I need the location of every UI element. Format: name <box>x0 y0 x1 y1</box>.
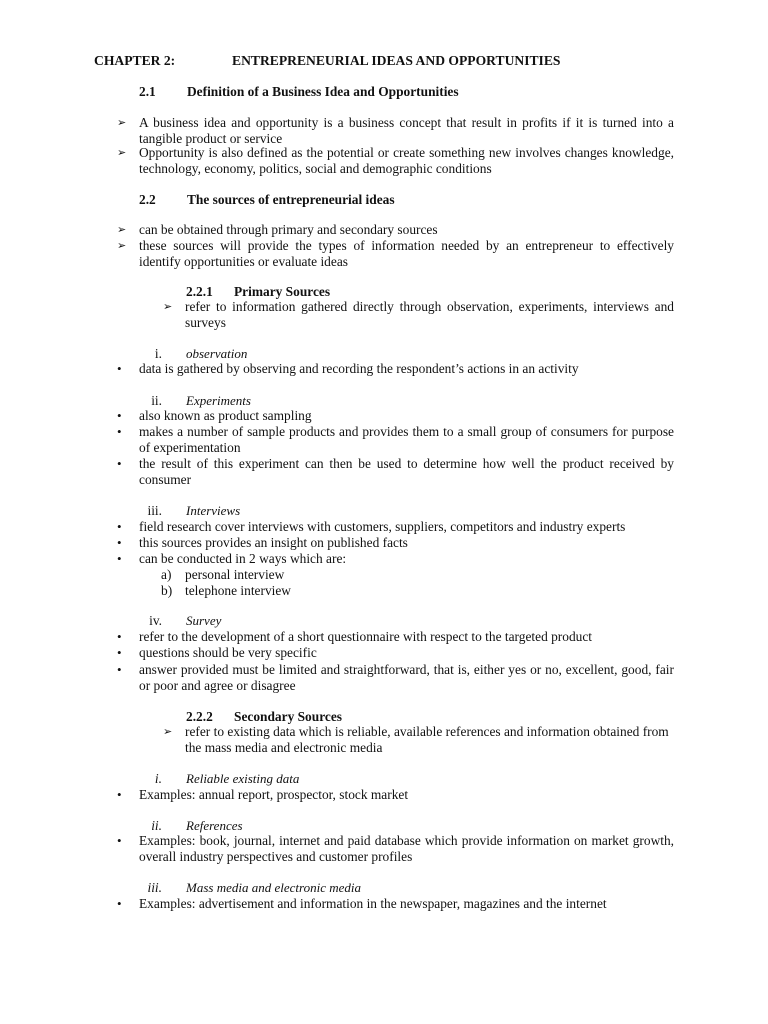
bullet-icon: • <box>117 535 122 550</box>
arrow-bullet-icon: ➢ <box>117 146 127 159</box>
list-item-text: data is gathered by observing and recording the respondent’s actions in an activity <box>139 361 579 376</box>
list-item-text: Examples: book, journal, internet and paid database which provide information on market growth, overall industry perspectives and customer profiles <box>139 833 674 864</box>
chapter-title: ENTREPRENEURIAL IDEAS AND OPPORTUNITIES <box>232 53 561 68</box>
list-item-text: A business idea and opportunity is a business concept that result in profits if it is turned into a tangible product or service <box>139 115 674 146</box>
bullet-icon: • <box>117 896 122 911</box>
subheading-number: iii. <box>147 503 162 518</box>
subheading-number: i. <box>154 771 162 786</box>
subheading-number: i. <box>154 346 162 361</box>
list-item-text: Examples: annual report, prospector, stock market <box>139 787 409 802</box>
arrow-bullet-icon: ➢ <box>163 300 173 313</box>
bullet-icon: • <box>117 551 122 566</box>
arrow-bullet-icon: ➢ <box>117 239 127 252</box>
subheading-label: Experiments <box>186 393 251 408</box>
list-item-text: answer provided must be limited and straightforward, that is, either yes or no, excellent, good, fair or poor and agree or disagree <box>139 662 674 693</box>
section-title: Secondary Sources <box>234 709 342 724</box>
bullet-icon: • <box>117 662 122 677</box>
section-number: 2.2 <box>139 192 156 207</box>
bullet-icon: • <box>117 408 122 423</box>
list-item-text: makes a number of sample products and provides them to a small group of consumers for purpose of experimentation <box>139 424 674 455</box>
list-item-text: can be obtained through primary and secondary sources <box>139 222 438 237</box>
arrow-bullet-icon: ➢ <box>117 116 127 129</box>
bullet-icon: • <box>117 424 122 439</box>
chapter-heading <box>94 53 561 69</box>
list-item-text: questions should be very specific <box>139 645 317 660</box>
bullet-icon: • <box>117 456 122 471</box>
list-item-text: Examples: advertisement and information in the newspaper, magazines and the internet <box>139 896 607 911</box>
sublist-text: personal interview <box>185 567 285 582</box>
section-title: Definition of a Business Idea and Opportunities <box>187 84 459 99</box>
subheading-number: ii. <box>151 393 162 408</box>
subheading-label: observation <box>186 346 248 361</box>
list-item-text: refer to the development of a short questionnaire with respect to the targeted product <box>139 629 593 644</box>
bullet-icon: • <box>117 645 122 660</box>
list-item-text: Opportunity is also defined as the potential or create something new involves changes knowledge, technology, economy, politics, social and demographic conditions <box>139 145 674 176</box>
section-title: Primary Sources <box>234 284 331 299</box>
subheading-label: Survey <box>186 613 222 628</box>
chapter-number: CHAPTER 2: <box>94 53 176 68</box>
arrow-bullet-icon: ➢ <box>117 223 127 236</box>
subheading-label: Reliable existing data <box>186 771 300 786</box>
subheading-number: iii. <box>147 880 162 895</box>
sublist-text: telephone interview <box>185 583 291 598</box>
bullet-icon: • <box>117 519 122 534</box>
bullet-icon: • <box>117 833 122 848</box>
section-number: 2.2.1 <box>186 284 213 299</box>
bullet-icon: • <box>117 787 122 802</box>
list-item-text: refer to information gathered directly through observation, experiments, interviews and surveys <box>185 299 674 330</box>
list-item-text: field research cover interviews with customers, suppliers, competitors and industry experts <box>139 519 626 534</box>
bullet-icon: • <box>117 361 122 376</box>
arrow-bullet-icon: ➢ <box>163 725 173 738</box>
section-number: 2.1 <box>139 84 156 99</box>
section-title: The sources of entrepreneurial ideas <box>187 192 395 207</box>
subheading-number: iv. <box>149 613 162 628</box>
section-number: 2.2.2 <box>186 709 213 724</box>
subheading-number: ii. <box>151 818 162 833</box>
list-item-text: refer to existing data which is reliable, available references and information obtained from the mass media and electronic media <box>185 724 669 755</box>
sublist-marker: b) <box>161 583 173 598</box>
bullet-icon: • <box>117 629 122 644</box>
list-item-text: this sources provides an insight on published facts <box>139 535 408 550</box>
subheading-label: Mass media and electronic media <box>186 880 361 895</box>
subheading-label: Interviews <box>186 503 241 518</box>
list-item-text: these sources will provide the types of information needed by an entrepreneur to effectively identify opportunities or evaluate ideas <box>139 238 674 269</box>
list-item-text: also known as product sampling <box>139 408 312 423</box>
sublist-marker: a) <box>161 567 172 582</box>
list-item-text: the result of this experiment can then be used to determine how well the product received by consumer <box>139 456 674 487</box>
list-item-text: can be conducted in 2 ways which are: <box>139 551 347 566</box>
subheading-label: References <box>186 818 243 833</box>
